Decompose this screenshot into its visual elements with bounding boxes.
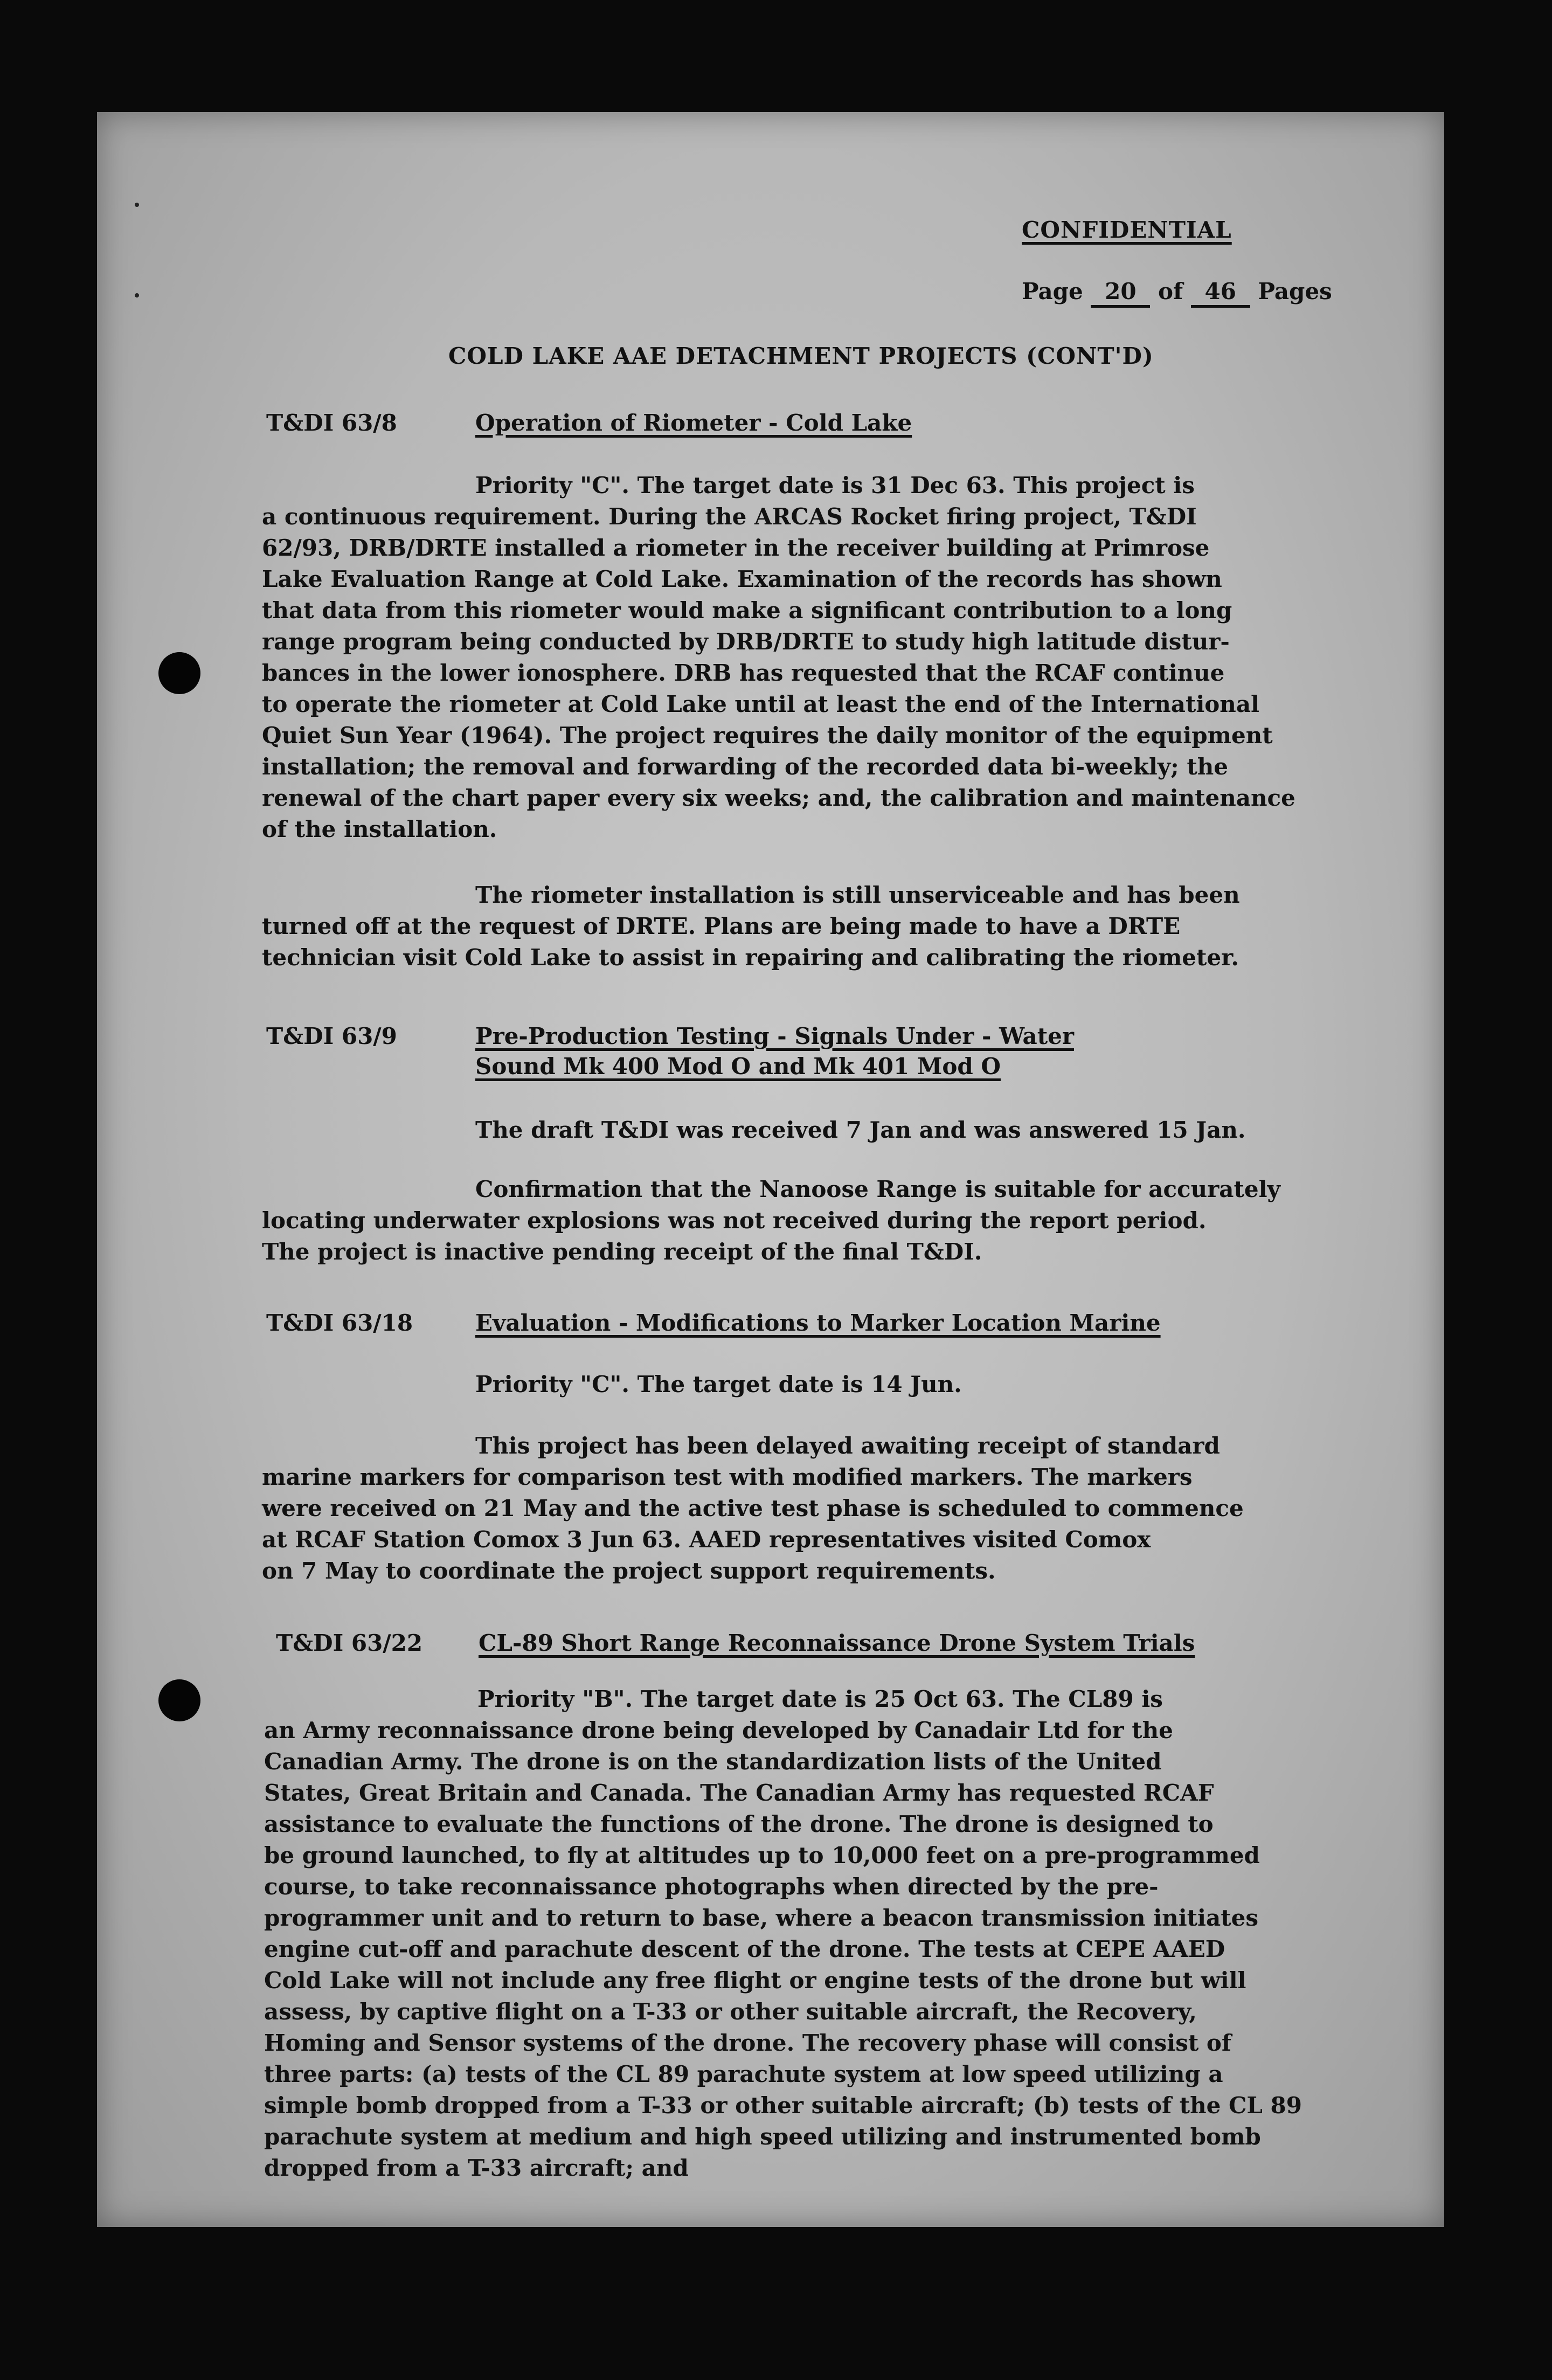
paragraph-line: parachute system at medium and high speed utilizing and instrumented bomb bbox=[264, 2123, 1261, 2150]
paragraph-line: Quiet Sun Year (1964). The project requires the daily monitor of the equipment bbox=[262, 722, 1273, 749]
section-code: T&DI 63/18 bbox=[266, 1310, 413, 1336]
paragraph-line: Canadian Army. The drone is on the standardization lists of the United bbox=[264, 1748, 1162, 1775]
paragraph-line: be ground launched, to fly at altitudes up to 10,000 feet on a pre-programmed bbox=[264, 1842, 1260, 1869]
section-code: T&DI 63/22 bbox=[276, 1630, 423, 1656]
paragraph-line: three parts: (a) tests of the CL 89 parachute system at low speed utilizing a bbox=[264, 2061, 1223, 2087]
paragraph-line: were received on 21 May and the active test phase is scheduled to commence bbox=[262, 1495, 1244, 1521]
paragraph bbox=[262, 470, 1447, 845]
paragraph-line: The riometer installation is still unserviceable and has been bbox=[475, 882, 1240, 908]
punch-hole-top bbox=[158, 652, 200, 694]
paragraph-line: an Army reconnaissance drone being developed by Canadair Ltd for the bbox=[264, 1717, 1173, 1744]
paragraph-line: that data from this riometer would make a significant contribution to a long bbox=[262, 597, 1232, 624]
paragraph bbox=[262, 880, 1447, 973]
section-title: CL-89 Short Range Reconnaissance Drone System Trials bbox=[479, 1630, 1195, 1656]
paragraph-line: Cold Lake will not include any free flight or engine tests of the drone but will bbox=[264, 1967, 1246, 1994]
paragraph-line: technician visit Cold Lake to assist in repairing and calibrating the riometer. bbox=[262, 944, 1239, 971]
paragraph-line: simple bomb dropped from a T-33 or other suitable aircraft; (b) tests of the CL 89 bbox=[264, 2092, 1302, 2119]
document-title: COLD LAKE AAE DETACHMENT PROJECTS (CONT'D) bbox=[448, 343, 1154, 369]
section-code: T&DI 63/9 bbox=[266, 1023, 397, 1049]
paragraph-line: Lake Evaluation Range at Cold Lake. Examination of the records has shown bbox=[262, 566, 1222, 592]
paragraph-line: The draft T&DI was received 7 Jan and was answered 15 Jan. bbox=[475, 1117, 1246, 1143]
paragraph bbox=[262, 1174, 1447, 1268]
section-title: Operation of Riometer - Cold Lake bbox=[475, 410, 912, 436]
speck bbox=[135, 203, 139, 207]
paragraph-line: States, Great Britain and Canada. The Canadian Army has requested RCAF bbox=[264, 1780, 1214, 1806]
paragraph-line: Priority "B". The target date is 25 Oct 63. The CL89 is bbox=[477, 1686, 1163, 1712]
paragraph-line: engine cut-off and parachute descent of the drone. The tests at CEPE AAED bbox=[264, 1936, 1225, 1962]
paragraph-line: renewal of the chart paper every six weeks; and, the calibration and maintenance bbox=[262, 785, 1295, 811]
paragraph-line: Homing and Sensor systems of the drone. The recovery phase will consist of bbox=[264, 2030, 1231, 2056]
page-number: 20 bbox=[1091, 278, 1150, 308]
page-label: Page bbox=[1022, 278, 1083, 305]
page-count bbox=[1022, 276, 1332, 308]
paragraph-line: at RCAF Station Comox 3 Jun 63. AAED representatives visited Comox bbox=[262, 1526, 1151, 1553]
paragraph-line: This project has been delayed awaiting receipt of standard bbox=[475, 1433, 1220, 1459]
document-page bbox=[97, 112, 1444, 2227]
paragraph-line: of the installation. bbox=[262, 816, 497, 842]
page-total: 46 bbox=[1191, 278, 1250, 308]
paragraph-line: programmer unit and to return to base, where a beacon transmission initiates bbox=[264, 1905, 1258, 1931]
paragraph-line: locating underwater explosions was not received during the report period. bbox=[262, 1207, 1207, 1234]
speck bbox=[135, 293, 139, 298]
paragraph-line: course, to take reconnaissance photographs when directed by the pre- bbox=[264, 1873, 1159, 1900]
classification-label: CONFIDENTIAL bbox=[1022, 217, 1232, 243]
paragraph-line: bances in the lower ionosphere. DRB has requested that the RCAF continue bbox=[262, 660, 1225, 686]
paragraph-line: range program being conducted by DRB/DRTE to study high latitude distur- bbox=[262, 628, 1230, 655]
section-code: T&DI 63/8 bbox=[266, 410, 397, 436]
paragraph-line: a continuous requirement. During the ARCAS Rocket firing project, T&DI bbox=[262, 503, 1197, 530]
page-of-label: of bbox=[1158, 278, 1183, 305]
paragraph-line: 62/93, DRB/DRTE installed a riometer in the receiver building at Primrose bbox=[262, 535, 1210, 561]
paragraph-line: assistance to evaluate the functions of the drone. The drone is designed to bbox=[264, 1811, 1214, 1837]
paragraph bbox=[262, 1369, 1447, 1400]
paragraph-line: marine markers for comparison test with modified markers. The markers bbox=[262, 1464, 1193, 1490]
paragraph-line: turned off at the request of DRTE. Plans are being made to have a DRTE bbox=[262, 913, 1181, 939]
paragraph-line: to operate the riometer at Cold Lake until at least the end of the International bbox=[262, 691, 1260, 717]
paragraph-line: Priority "C". The target date is 31 Dec 63. This project is bbox=[475, 472, 1195, 499]
section-title: Sound Mk 400 Mod O and Mk 401 Mod O bbox=[475, 1053, 1001, 1080]
punch-hole-bottom bbox=[158, 1679, 200, 1721]
pages-label: Pages bbox=[1258, 278, 1332, 305]
section-title: Pre-Production Testing - Signals Under - Water bbox=[475, 1023, 1074, 1049]
paragraph bbox=[262, 1430, 1447, 1587]
paragraph-line: installation; the removal and forwarding of the recorded data bi-weekly; the bbox=[262, 753, 1229, 780]
section-title: Evaluation - Modifications to Marker Location Marine bbox=[475, 1310, 1161, 1336]
paragraph-line: assess, by captive flight on a T-33 or other suitable aircraft, the Recovery, bbox=[264, 1998, 1197, 2025]
paragraph bbox=[262, 1115, 1447, 1146]
paragraph-line: dropped from a T-33 aircraft; and bbox=[264, 2155, 689, 2181]
paragraph-line: Priority "C". The target date is 14 Jun. bbox=[475, 1371, 962, 1397]
paragraph bbox=[264, 1684, 1450, 2184]
paragraph-line: on 7 May to coordinate the project support requirements. bbox=[262, 1558, 996, 1584]
paragraph-line: The project is inactive pending receipt of the final T&DI. bbox=[262, 1239, 982, 1265]
paragraph-line: Confirmation that the Nanoose Range is suitable for accurately bbox=[475, 1176, 1280, 1202]
